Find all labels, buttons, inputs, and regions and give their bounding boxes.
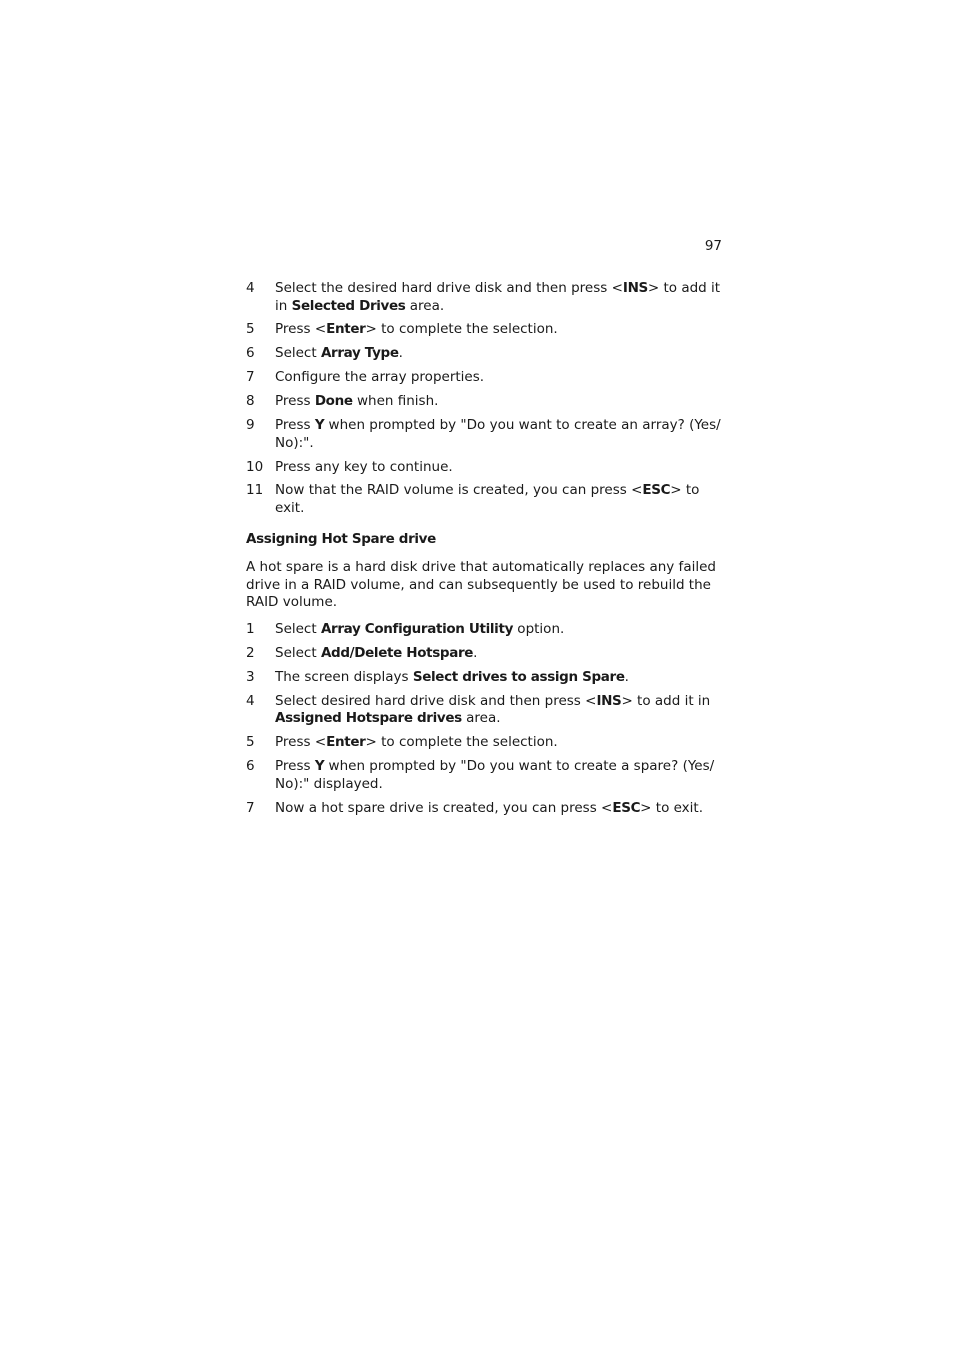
step-text <box>275 758 714 792</box>
step-text <box>275 393 438 409</box>
step-text-segment: Select <box>275 644 321 661</box>
step-emphasis: Assigned Hotspare drives <box>275 710 462 727</box>
step-text-segment: when prompted by "Do you want to create an array? (Yes/ No):". <box>275 417 721 451</box>
step-number: 3 <box>246 668 255 685</box>
step-text-segment: Press <box>275 417 315 434</box>
step-number: 6 <box>246 345 255 362</box>
step-text-segment: Press any key to continue. <box>275 458 453 475</box>
step-number: 11 <box>246 482 264 499</box>
list-item <box>246 645 724 663</box>
list-item <box>246 369 724 387</box>
step-text-segment: . <box>624 668 629 685</box>
step-text-segment: area. <box>461 710 501 727</box>
step-text-segment: . <box>473 644 478 661</box>
step-emphasis: Y <box>314 758 325 775</box>
step-text-segment: when finish. <box>352 393 439 410</box>
list-item <box>246 693 724 728</box>
step-emphasis: INS <box>596 692 622 709</box>
step-text-segment: Select <box>275 620 321 637</box>
page-number: 97 <box>704 238 722 254</box>
step-text-segment: The screen displays <box>275 668 413 685</box>
list-item <box>246 734 724 752</box>
step-text <box>275 645 477 661</box>
step-emphasis: ESC <box>612 799 641 816</box>
section-heading: Assigning Hot Spare drive <box>246 530 436 547</box>
step-number: 6 <box>246 758 255 775</box>
step-number: 7 <box>246 799 255 816</box>
list-item <box>246 393 724 411</box>
step-text-segment: > to add it in <box>621 692 711 709</box>
list-item <box>246 280 724 315</box>
list-item <box>246 621 724 639</box>
step-emphasis: Enter <box>326 321 366 338</box>
step-text <box>275 669 629 685</box>
step-text <box>275 693 710 727</box>
step-text-segment: option. <box>513 620 565 637</box>
list-item <box>246 345 724 363</box>
step-list-hot-spare <box>246 621 724 817</box>
step-text <box>275 280 720 314</box>
step-text-segment: Select the desired hard drive disk and then press < <box>275 280 623 296</box>
step-text-segment: Press <box>275 758 315 775</box>
step-emphasis: Select drives to assign Spare <box>412 668 625 685</box>
list-item <box>246 321 724 339</box>
step-number: 4 <box>246 692 255 709</box>
step-text-segment: > to exit. <box>640 799 704 816</box>
step-text <box>275 417 721 451</box>
step-emphasis: Y <box>314 417 325 434</box>
step-text-segment: Select <box>275 345 321 362</box>
step-emphasis: ESC <box>642 482 671 499</box>
step-text-segment: when prompted by "Do you want to create a spare? (Yes/ No):" displayed. <box>275 758 715 792</box>
list-item <box>246 417 724 452</box>
step-text-segment: . <box>398 345 403 362</box>
step-emphasis: Done <box>314 393 353 410</box>
step-text-segment: Now a hot spare drive is created, you can press < <box>275 799 613 816</box>
step-emphasis: Array Configuration Utility <box>320 620 514 637</box>
step-emphasis: Array Type <box>320 345 399 362</box>
step-text-segment: Press <box>275 393 315 410</box>
step-number: 1 <box>246 620 255 637</box>
step-text <box>275 459 453 475</box>
step-text <box>275 369 484 385</box>
list-item <box>246 459 724 477</box>
step-text-segment: area. <box>405 297 445 314</box>
step-emphasis: Add/Delete Hotspare <box>320 644 474 661</box>
step-text-segment: Configure the array properties. <box>275 369 485 386</box>
step-text-segment: > to complete the selection. <box>365 734 558 751</box>
list-item <box>246 758 724 793</box>
step-text <box>275 734 558 750</box>
list-item <box>246 669 724 687</box>
step-emphasis: Selected Drives <box>291 297 406 314</box>
step-text-segment: Press < <box>275 321 327 338</box>
step-number: 5 <box>246 321 255 338</box>
step-text-segment: > to add it in <box>275 280 721 314</box>
step-text <box>275 800 703 816</box>
step-emphasis: INS <box>622 280 648 296</box>
step-text-segment: > to complete the selection. <box>365 321 558 338</box>
step-text-segment: > to exit. <box>275 482 700 517</box>
step-number: 7 <box>246 369 255 386</box>
step-number: 2 <box>246 644 255 661</box>
step-list-create-array <box>246 280 724 518</box>
step-number: 8 <box>246 393 255 410</box>
step-text-segment: Press < <box>275 734 327 751</box>
step-text <box>275 345 403 361</box>
step-text <box>275 321 558 337</box>
step-number: 9 <box>246 417 255 434</box>
list-item <box>246 800 724 818</box>
step-emphasis: Enter <box>326 734 366 751</box>
step-number: 5 <box>246 734 255 751</box>
step-text <box>275 482 699 516</box>
list-item <box>246 482 724 517</box>
page-content <box>246 280 724 823</box>
step-text-segment: Now that the RAID volume is created, you can press < <box>275 482 643 499</box>
step-text-segment: Select desired hard drive disk and then press < <box>275 692 597 709</box>
step-number: 4 <box>246 280 255 296</box>
step-number: 10 <box>246 458 264 475</box>
step-text <box>275 621 564 637</box>
section-paragraph: A hot spare is a hard disk drive that automatically replaces any failed drive in a RAID volume, and can subsequently be used to rebuild the RAID volume. <box>246 559 716 611</box>
